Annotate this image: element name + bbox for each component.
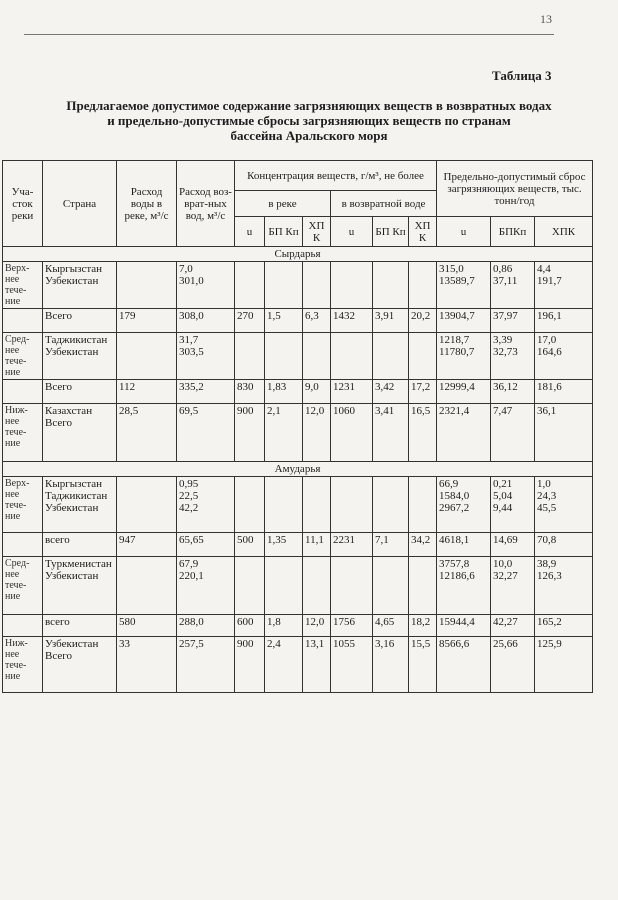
- discharge-u-cell: [437, 262, 491, 309]
- discharge-u-cell: [437, 380, 491, 404]
- return-u-cell: 1060: [331, 404, 373, 462]
- cell-line: 36,1: [537, 405, 557, 417]
- river-u-cell: 900: [235, 637, 265, 693]
- return-bpk-cell: 7,1: [373, 533, 409, 557]
- pollutant-table: [2, 160, 593, 693]
- cell-line: 196,1: [537, 310, 562, 322]
- cell-line: 1,0: [537, 478, 551, 490]
- return-hpk-cell: [409, 333, 437, 380]
- country-cell: [43, 477, 117, 533]
- discharge-hpk-cell: [535, 262, 593, 309]
- discharge-bpk-cell: [491, 333, 535, 380]
- discharge-hpk-cell: [535, 333, 593, 380]
- cell-line: 191,7: [537, 275, 562, 287]
- country-cell: [43, 309, 117, 333]
- cell-line: 13904,7: [439, 310, 475, 322]
- cell-line: Узбекистан: [45, 638, 99, 650]
- header-river-bpk: БП Кп: [265, 217, 303, 247]
- return-bpk-cell: [373, 557, 409, 615]
- cell-line: 288,0: [179, 616, 204, 628]
- segment-cell: Сред-нее тече-ние: [3, 557, 43, 615]
- table-row: [3, 637, 593, 693]
- cell-line: 10,0: [493, 558, 513, 570]
- river-bpk-cell: 1,8: [265, 615, 303, 637]
- return-bpk-cell: 3,42: [373, 380, 409, 404]
- discharge-hpk-cell: [535, 309, 593, 333]
- return-bpk-cell: 3,41: [373, 404, 409, 462]
- river-bpk-cell: 1,83: [265, 380, 303, 404]
- discharge-u-cell: [437, 615, 491, 637]
- discharge-u-cell: [437, 533, 491, 557]
- country-cell: [43, 615, 117, 637]
- cell-line: 4,4: [537, 263, 551, 275]
- river-hpk-cell: [303, 477, 331, 533]
- cell-line: 5,04: [493, 490, 513, 502]
- discharge-bpk-cell: [491, 615, 535, 637]
- header-return-bpk: БП Кп: [373, 217, 409, 247]
- return-bpk-cell: 3,91: [373, 309, 409, 333]
- river-hpk-cell: [303, 333, 331, 380]
- cell-line: Таджикистан: [45, 334, 108, 346]
- table-row: [3, 333, 593, 380]
- cell-line: 3,39: [493, 334, 513, 346]
- cell-line: 37,11: [493, 275, 518, 287]
- river-bpk-cell: [265, 333, 303, 380]
- return-flow-cell: [177, 262, 235, 309]
- cell-line: 22,5: [179, 490, 199, 502]
- country-cell: [43, 380, 117, 404]
- country-cell: [43, 533, 117, 557]
- title-line: и предельно-допустимые сбросы загрязняющих веществ по странам: [107, 113, 511, 128]
- return-flow-cell: [177, 404, 235, 462]
- cell-line: 165,2: [537, 616, 562, 628]
- cell-line: 17,0: [537, 334, 557, 346]
- discharge-bpk-cell: [491, 533, 535, 557]
- return-u-cell: 1055: [331, 637, 373, 693]
- table-title: [20, 98, 598, 143]
- segment-cell: Ниж-нее тече-ние: [3, 637, 43, 693]
- river-hpk-cell: 6,3: [303, 309, 331, 333]
- river-bpk-cell: [265, 557, 303, 615]
- return-hpk-cell: 20,2: [409, 309, 437, 333]
- return-hpk-cell: [409, 262, 437, 309]
- cell-line: 181,6: [537, 381, 562, 393]
- cell-line: 8566,6: [439, 638, 470, 650]
- header-rule: [24, 34, 554, 35]
- header-discharge-hpk: ХПК: [535, 217, 593, 247]
- river-u-cell: [235, 262, 265, 309]
- river-flow-cell: [117, 333, 177, 380]
- header-return-u: u: [331, 217, 373, 247]
- cell-line: 315,0: [439, 263, 464, 275]
- discharge-bpk-cell: [491, 477, 535, 533]
- header-discharge-u: u: [437, 217, 491, 247]
- cell-line: 25,66: [493, 638, 518, 650]
- header-discharge-bpk: БПКп: [491, 217, 535, 247]
- cell-line: Кыргызстан: [45, 478, 103, 490]
- return-u-cell: 2231: [331, 533, 373, 557]
- river-hpk-cell: [303, 262, 331, 309]
- cell-line: 0,95: [179, 478, 199, 490]
- table-row: [3, 309, 593, 333]
- cell-line: Узбекистан: [45, 275, 99, 287]
- river-flow-cell: 112: [117, 380, 177, 404]
- cell-line: 125,9: [537, 638, 562, 650]
- table-row: [3, 262, 593, 309]
- cell-line: 45,5: [537, 502, 557, 514]
- segment-cell: Верх-нее тече-ние: [3, 477, 43, 533]
- cell-line: Узбекистан: [45, 346, 99, 358]
- return-flow-cell: [177, 380, 235, 404]
- return-u-cell: [331, 557, 373, 615]
- return-bpk-cell: 4,65: [373, 615, 409, 637]
- cell-line: Всего: [45, 381, 72, 393]
- cell-line: 70,8: [537, 534, 557, 546]
- river-flow-cell: 947: [117, 533, 177, 557]
- header-return-flow: Расход воз-врат-ных вод, м³/с: [177, 161, 235, 247]
- cell-line: 220,1: [179, 570, 204, 582]
- river-u-cell: 900: [235, 404, 265, 462]
- river-bpk-cell: [265, 262, 303, 309]
- cell-line: 257,5: [179, 638, 204, 650]
- cell-line: Казахстан: [45, 405, 93, 417]
- river-u-cell: 270: [235, 309, 265, 333]
- cell-line: 38,9: [537, 558, 557, 570]
- river-hpk-cell: 13,1: [303, 637, 331, 693]
- segment-cell: Сред-нее тече-ние: [3, 333, 43, 380]
- table-row: [3, 615, 593, 637]
- discharge-bpk-cell: [491, 380, 535, 404]
- discharge-hpk-cell: [535, 477, 593, 533]
- table-row: [3, 477, 593, 533]
- river-bpk-cell: 1,5: [265, 309, 303, 333]
- header-river-hpk: ХП К: [303, 217, 331, 247]
- cell-line: 0,21: [493, 478, 513, 490]
- discharge-bpk-cell: [491, 404, 535, 462]
- river-bpk-cell: 2,4: [265, 637, 303, 693]
- header-in-river: в реке: [235, 191, 331, 217]
- cell-line: Узбекистан: [45, 570, 99, 582]
- river-bpk-cell: [265, 477, 303, 533]
- discharge-hpk-cell: [535, 533, 593, 557]
- discharge-hpk-cell: [535, 404, 593, 462]
- river-u-cell: 600: [235, 615, 265, 637]
- cell-line: 0,86: [493, 263, 513, 275]
- header-segment: Уча-сток реки: [3, 161, 43, 247]
- page-number: 13: [540, 12, 552, 26]
- cell-line: 3757,8: [439, 558, 470, 570]
- return-u-cell: 1231: [331, 380, 373, 404]
- river-u-cell: 500: [235, 533, 265, 557]
- title-line: бассейна Аральского моря: [230, 128, 388, 143]
- cell-line: 301,0: [179, 275, 204, 287]
- table-label: Таблица 3: [492, 68, 552, 83]
- cell-line: 12999,4: [439, 381, 475, 393]
- return-flow-cell: [177, 557, 235, 615]
- country-cell: [43, 557, 117, 615]
- cell-line: Кыргызстан: [45, 263, 103, 275]
- discharge-u-cell: [437, 637, 491, 693]
- cell-line: 36,12: [493, 381, 518, 393]
- river-hpk-cell: 11,1: [303, 533, 331, 557]
- cell-line: 4618,1: [439, 534, 470, 546]
- return-hpk-cell: 17,2: [409, 380, 437, 404]
- river-u-cell: [235, 333, 265, 380]
- river-flow-cell: [117, 557, 177, 615]
- river-u-cell: [235, 557, 265, 615]
- cell-line: 308,0: [179, 310, 204, 322]
- cell-line: 32,73: [493, 346, 518, 358]
- return-bpk-cell: [373, 333, 409, 380]
- discharge-u-cell: [437, 557, 491, 615]
- cell-line: 12186,6: [439, 570, 475, 582]
- river-flow-cell: [117, 262, 177, 309]
- cell-line: 42,27: [493, 616, 518, 628]
- river-flow-cell: 179: [117, 309, 177, 333]
- table-row: [3, 533, 593, 557]
- cell-line: Узбекистан: [45, 502, 99, 514]
- cell-line: всего: [45, 616, 70, 628]
- section-title: Амударья: [3, 462, 593, 477]
- segment-cell: [3, 380, 43, 404]
- cell-line: 1584,0: [439, 490, 470, 502]
- country-cell: [43, 404, 117, 462]
- cell-line: 11780,7: [439, 346, 475, 358]
- cell-line: 1218,7: [439, 334, 470, 346]
- header-concentration: Концентрация веществ, г/м³, не более: [235, 161, 437, 191]
- segment-cell: Верх-нее тече-ние: [3, 262, 43, 309]
- segment-cell: [3, 533, 43, 557]
- table-row: [3, 404, 593, 462]
- cell-line: 37,97: [493, 310, 518, 322]
- river-bpk-cell: 2,1: [265, 404, 303, 462]
- return-bpk-cell: [373, 477, 409, 533]
- table-row: [3, 380, 593, 404]
- river-u-cell: 830: [235, 380, 265, 404]
- cell-line: 2967,2: [439, 502, 470, 514]
- cell-line: 42,2: [179, 502, 199, 514]
- return-bpk-cell: 3,16: [373, 637, 409, 693]
- cell-line: 15944,4: [439, 616, 475, 628]
- discharge-hpk-cell: [535, 637, 593, 693]
- cell-line: 9,44: [493, 502, 513, 514]
- return-hpk-cell: 15,5: [409, 637, 437, 693]
- cell-line: 31,7: [179, 334, 199, 346]
- cell-line: 335,2: [179, 381, 204, 393]
- river-hpk-cell: 9,0: [303, 380, 331, 404]
- river-hpk-cell: [303, 557, 331, 615]
- cell-line: всего: [45, 534, 70, 546]
- segment-cell: [3, 615, 43, 637]
- cell-line: 7,47: [493, 405, 513, 417]
- river-flow-cell: 33: [117, 637, 177, 693]
- river-flow-cell: 28,5: [117, 404, 177, 462]
- cell-line: 164,6: [537, 346, 562, 358]
- return-u-cell: [331, 333, 373, 380]
- cell-line: 2321,4: [439, 405, 470, 417]
- river-hpk-cell: 12,0: [303, 404, 331, 462]
- cell-line: 69,5: [179, 405, 199, 417]
- discharge-u-cell: [437, 309, 491, 333]
- discharge-bpk-cell: [491, 309, 535, 333]
- discharge-hpk-cell: [535, 615, 593, 637]
- cell-line: Таджикистан: [45, 490, 108, 502]
- discharge-hpk-cell: [535, 557, 593, 615]
- river-flow-cell: [117, 477, 177, 533]
- return-hpk-cell: 34,2: [409, 533, 437, 557]
- header-river-u: u: [235, 217, 265, 247]
- cell-line: 66,9: [439, 478, 459, 490]
- return-u-cell: [331, 262, 373, 309]
- cell-line: Всего: [45, 650, 72, 662]
- segment-cell: Ниж-нее тече-ние: [3, 404, 43, 462]
- cell-line: 14,69: [493, 534, 518, 546]
- header-river-flow: Расход воды в реке, м³/с: [117, 161, 177, 247]
- river-flow-cell: 580: [117, 615, 177, 637]
- cell-line: 303,5: [179, 346, 204, 358]
- section-row: [3, 247, 593, 262]
- return-flow-cell: [177, 615, 235, 637]
- cell-line: 65,65: [179, 534, 204, 546]
- segment-cell: [3, 309, 43, 333]
- return-hpk-cell: [409, 557, 437, 615]
- return-flow-cell: [177, 333, 235, 380]
- return-hpk-cell: 18,2: [409, 615, 437, 637]
- discharge-hpk-cell: [535, 380, 593, 404]
- table-row: [3, 557, 593, 615]
- return-u-cell: 1756: [331, 615, 373, 637]
- cell-line: 32,27: [493, 570, 518, 582]
- return-hpk-cell: 16,5: [409, 404, 437, 462]
- return-hpk-cell: [409, 477, 437, 533]
- river-hpk-cell: 12,0: [303, 615, 331, 637]
- discharge-bpk-cell: [491, 637, 535, 693]
- return-u-cell: [331, 477, 373, 533]
- return-flow-cell: [177, 533, 235, 557]
- cell-line: Всего: [45, 310, 72, 322]
- cell-line: 24,3: [537, 490, 557, 502]
- country-cell: [43, 333, 117, 380]
- header-return-hpk: ХП К: [409, 217, 437, 247]
- return-bpk-cell: [373, 262, 409, 309]
- cell-line: 13589,7: [439, 275, 475, 287]
- cell-line: Всего: [45, 417, 72, 429]
- title-line: Предлагаемое допустимое содержание загрязняющих веществ в возвратных водах: [66, 98, 552, 113]
- return-flow-cell: [177, 477, 235, 533]
- return-flow-cell: [177, 637, 235, 693]
- cell-line: Туркменистан: [45, 558, 112, 570]
- cell-line: 126,3: [537, 570, 562, 582]
- river-bpk-cell: 1,35: [265, 533, 303, 557]
- discharge-bpk-cell: [491, 262, 535, 309]
- header-discharge: Предельно-допустимый сброс загрязняющих веществ, тыс. тонн/год: [437, 161, 593, 217]
- discharge-bpk-cell: [491, 557, 535, 615]
- discharge-u-cell: [437, 404, 491, 462]
- river-u-cell: [235, 477, 265, 533]
- country-cell: [43, 637, 117, 693]
- cell-line: 67,9: [179, 558, 199, 570]
- section-row: [3, 462, 593, 477]
- discharge-u-cell: [437, 333, 491, 380]
- header-country: Страна: [43, 161, 117, 247]
- country-cell: [43, 262, 117, 309]
- return-flow-cell: [177, 309, 235, 333]
- discharge-u-cell: [437, 477, 491, 533]
- return-u-cell: 1432: [331, 309, 373, 333]
- header-in-return: в возвратной воде: [331, 191, 437, 217]
- cell-line: 7,0: [179, 263, 193, 275]
- section-title: Сырдарья: [3, 247, 593, 262]
